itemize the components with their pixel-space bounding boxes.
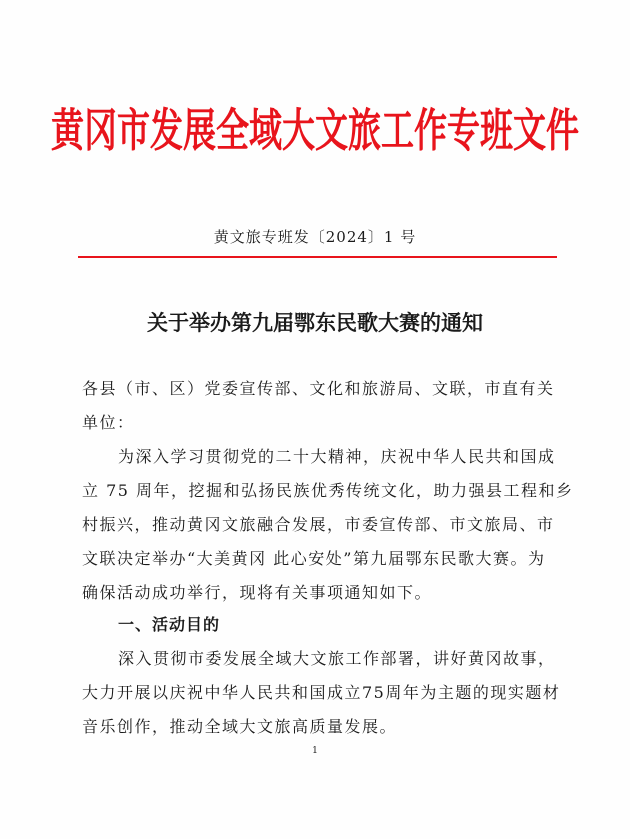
intro-line-3: 村振兴，推动黄冈文旅融合发展，市委宣传部、市文旅局、市 xyxy=(82,515,555,534)
section1-line-1: 深入贯彻市委发展全域大文旅工作部署，讲好黄冈故事， xyxy=(118,649,556,668)
intro-line-4: 文联决定举办“大美黄冈 此心安处”第九届鄂东民歌大赛。为 xyxy=(82,549,546,568)
section1-line-2: 大力开展以庆祝中华人民共和国成立75周年为主题的现实题材 xyxy=(82,683,561,702)
addressee-line-2: 单位： xyxy=(82,413,135,432)
intro-line-1: 为深入学习贯彻党的二十大精神，庆祝中华人民共和国成 xyxy=(118,447,556,466)
org-red-header: 黄冈市发展全域大文旅工作专班文件 xyxy=(51,103,579,158)
red-divider-line xyxy=(78,256,557,258)
intro-line-5: 确保活动成功举行，现将有关事项通知如下。 xyxy=(82,583,433,602)
intro-line-2: 立 75 周年，挖掘和弘扬民族优秀传统文化，助力强县工程和乡 xyxy=(82,481,574,500)
notice-title: 关于举办第九届鄂东民歌大赛的通知 xyxy=(147,310,483,335)
addressee-line-1: 各县（市、区）党委宣传部、文化和旅游局、文联，市直有关 xyxy=(82,379,555,398)
page-number: 1 xyxy=(312,746,318,756)
section-heading-purpose: 一、活动目的 xyxy=(118,615,221,634)
document-number: 黄文旅专班发〔2024〕1 号 xyxy=(213,228,417,246)
section1-line-3: 音乐创作，推动全域大文旅高质量发展。 xyxy=(82,717,398,736)
